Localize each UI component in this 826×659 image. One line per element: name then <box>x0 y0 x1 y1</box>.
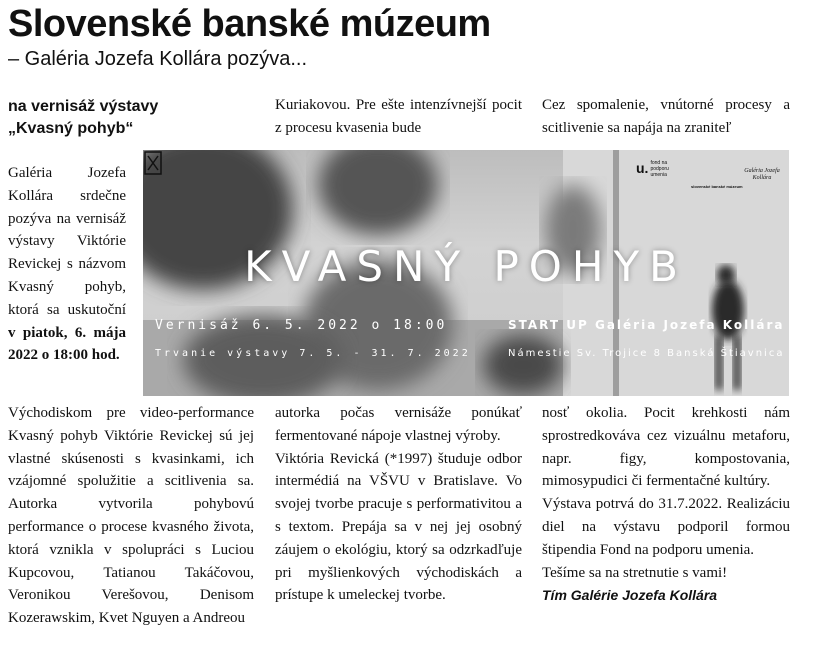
sbm-logo-text: slovenské banské múzeum <box>691 184 743 189</box>
lead-heading <box>8 96 158 140</box>
column3-paragraph-2: Výstava potrvá do 31.7.2022. Realizáciu diel na výstavu podporil formou štipendia Fond na podporu umenia. <box>542 496 790 558</box>
poster-address: Námestie Sv. Trojice 8 Banská Štiavnica <box>508 348 785 359</box>
column3-paragraph-3: Tešíme sa na stretnutie s vami! <box>542 564 728 581</box>
poster-vernisaz: Vernisáž 6. 5. 2022 o 18:00 <box>155 318 448 333</box>
poster-venue: START UP Galéria Jozefa Kollára <box>508 318 785 332</box>
column2-body <box>275 402 522 607</box>
fpu-logo <box>636 160 680 178</box>
lead-line-2: „Kvasný pohyb“ <box>8 120 134 137</box>
gallery-logo: Galéria Jozefa Kollára <box>744 168 780 181</box>
column3-body <box>542 402 790 607</box>
column2-top: Kuriakovou. Pre ešte intenzívnejší pocit z procesu kvasenia bude <box>275 97 522 136</box>
poster-duration: Trvanie výstavy 7. 5. - 31. 7. 2022 <box>155 348 471 359</box>
signoff: Tím Galérie Jozefa Kollára <box>542 587 718 604</box>
lead-line-1: na vernisáž výstavy <box>8 98 159 115</box>
page-subtitle: – Galéria Jozefa Kollára pozýva... <box>8 48 308 70</box>
column2-paragraph-1: autorka počas vernisáže ponúkať fermentované nápoje vlastnej výroby. <box>275 405 522 444</box>
fpu-logo-letter: u. <box>636 160 649 176</box>
column2-paragraph-2: Viktória Revická (*1997) študuje odbor intermédiá na VŠVU v Bratislave. Vo svojej tvorbe pracuje s performativitou a s textom. Prepája sa v nej jej osobný záujem o ekológiu, ktorý sa odzrkadľuje pri myšlienkových východiskách a prístupe k umeleckej tvorbe. <box>275 450 522 604</box>
fpu-logo-text: fond na podporu umenia <box>650 160 669 179</box>
column3-paragraph-1: nosť okolia. Pocit krehkosti nám sprostredkováva cez vizuálnu metaforu, napr. figy, kompostovania, mimosypudici či fermentačné kultúry. <box>542 405 790 490</box>
sbm-logo-icon <box>143 150 163 176</box>
column3-top: Cez spomalenie, vnútorné procesy a scitlivenie sa napája na zraniteľ <box>542 97 790 136</box>
page-title: Slovenské banské múzeum <box>8 3 491 45</box>
poster-title: KVASNÝ POHYB <box>244 242 688 291</box>
column1-body: Východiskom pre video-performance Kvasný pohyb Viktórie Revickej sú jej vlastné skúsenosti s kvasinkami, ich vzájomné spolužitie a scitlivenia sa. Autorka vytvorila pohybovú performance o procese kvasného života, ktorá vznikla v spolupráci s Luciou Kupcovou, Tatianou Takáčovou, Veronikou Verešovou, Denisom Kozerawskim, Kvet Nguyen a Andreou <box>8 405 254 627</box>
exhibition-poster <box>143 150 789 396</box>
intro-text: Galéria Jozefa Kollára srdečne pozýva na vernisáž výstavy Viktórie Revickej s názvom Kvasný pohyb, ktorá sa uskutoční <box>8 165 126 318</box>
column1-intro <box>8 162 126 367</box>
intro-date: v piatok, 6. mája 2022 o 18:00 hod. <box>8 324 126 364</box>
